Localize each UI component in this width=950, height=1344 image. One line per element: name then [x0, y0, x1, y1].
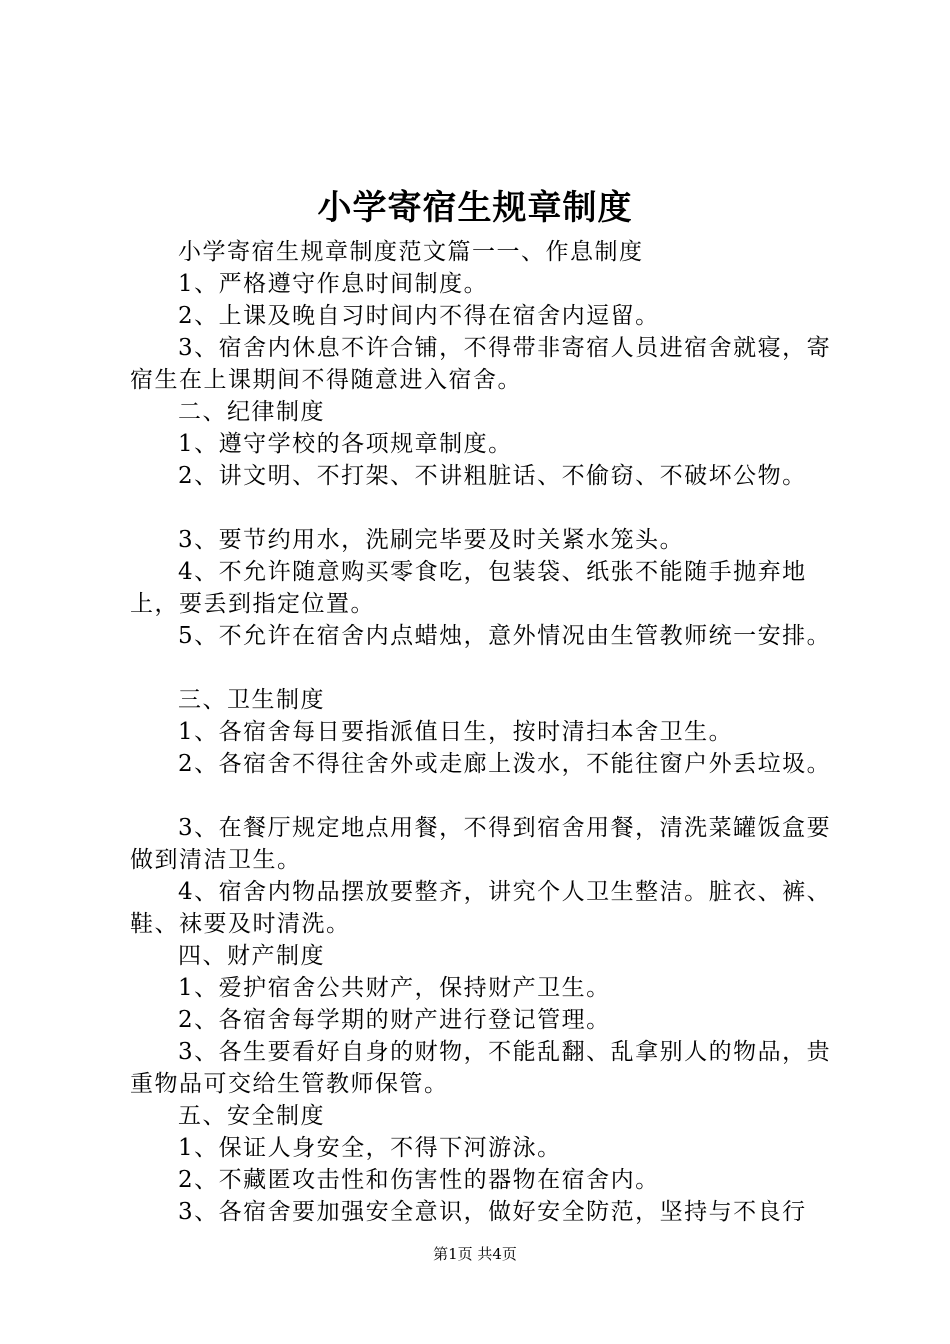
paragraph: 5、不允许在宿舍内点蜡烛，意外情况由生管教师统一安排。	[178, 623, 832, 649]
section-heading: 三、卫生制度	[178, 687, 325, 713]
paragraph: 3、宿舍内休息不许合铺，不得带非寄宿人员进宿舍就寝，寄宿生在上课期间不得随意进入宿舍。	[130, 335, 832, 393]
paragraph: 1、爱护宿舍公共财产，保持财产卫生。	[178, 975, 611, 1001]
page-footer: 第1页 共4页	[433, 1245, 517, 1263]
paragraph: 2、各宿舍每学期的财产进行登记管理。	[178, 1007, 611, 1033]
paragraph: 2、讲文明、不打架、不讲粗脏话、不偷窃、不破坏公物。	[178, 463, 807, 489]
paragraph: 3、要节约用水，洗刷完毕要及时关紧水笼头。	[178, 527, 685, 553]
section-heading: 二、纪律制度	[178, 399, 325, 425]
paragraph: 1、遵守学校的各项规章制度。	[178, 431, 513, 457]
paragraph: 1、保证人身安全，不得下河游泳。	[178, 1135, 562, 1161]
document-title: 小学寄宿生规章制度	[317, 188, 633, 228]
paragraph: 4、不允许随意购买零食吃，包装袋、纸张不能随手抛弃地上，要丢到指定位置。	[130, 559, 807, 617]
blank-line	[130, 780, 850, 812]
paragraph: 1、各宿舍每日要指派值日生，按时清扫本舍卫生。	[178, 719, 734, 745]
paragraph: 2、各宿舍不得往舍外或走廊上泼水，不能往窗户外丢垃圾。	[178, 751, 832, 777]
section-heading: 四、财产制度	[178, 943, 325, 969]
paragraph: 4、宿舍内物品摆放要整齐，讲究个人卫生整洁。脏衣、裤、鞋、袜要及时清洗。	[130, 879, 832, 937]
paragraph: 3、各宿舍要加强安全意识，做好安全防范，坚持与不良行	[178, 1199, 807, 1225]
paragraph: 3、各生要看好自身的财物，不能乱翻、乱拿别人的物品，贵重物品可交给生管教师保管。	[130, 1039, 832, 1097]
document-body	[130, 236, 850, 1228]
section-heading: 五、安全制度	[178, 1103, 325, 1129]
blank-line	[130, 492, 850, 524]
blank-line	[130, 652, 850, 684]
paragraph: 1、严格遵守作息时间制度。	[178, 271, 489, 297]
paragraph: 小学寄宿生规章制度范文篇一一、作息制度	[178, 239, 644, 265]
paragraph: 3、在餐厅规定地点用餐，不得到宿舍用餐，清洗菜罐饭盒要做到清洁卫生。	[130, 815, 832, 873]
paragraph: 2、不藏匿攻击性和伤害性的器物在宿舍内。	[178, 1167, 660, 1193]
paragraph: 2、上课及晚自习时间内不得在宿舍内逗留。	[178, 303, 660, 329]
